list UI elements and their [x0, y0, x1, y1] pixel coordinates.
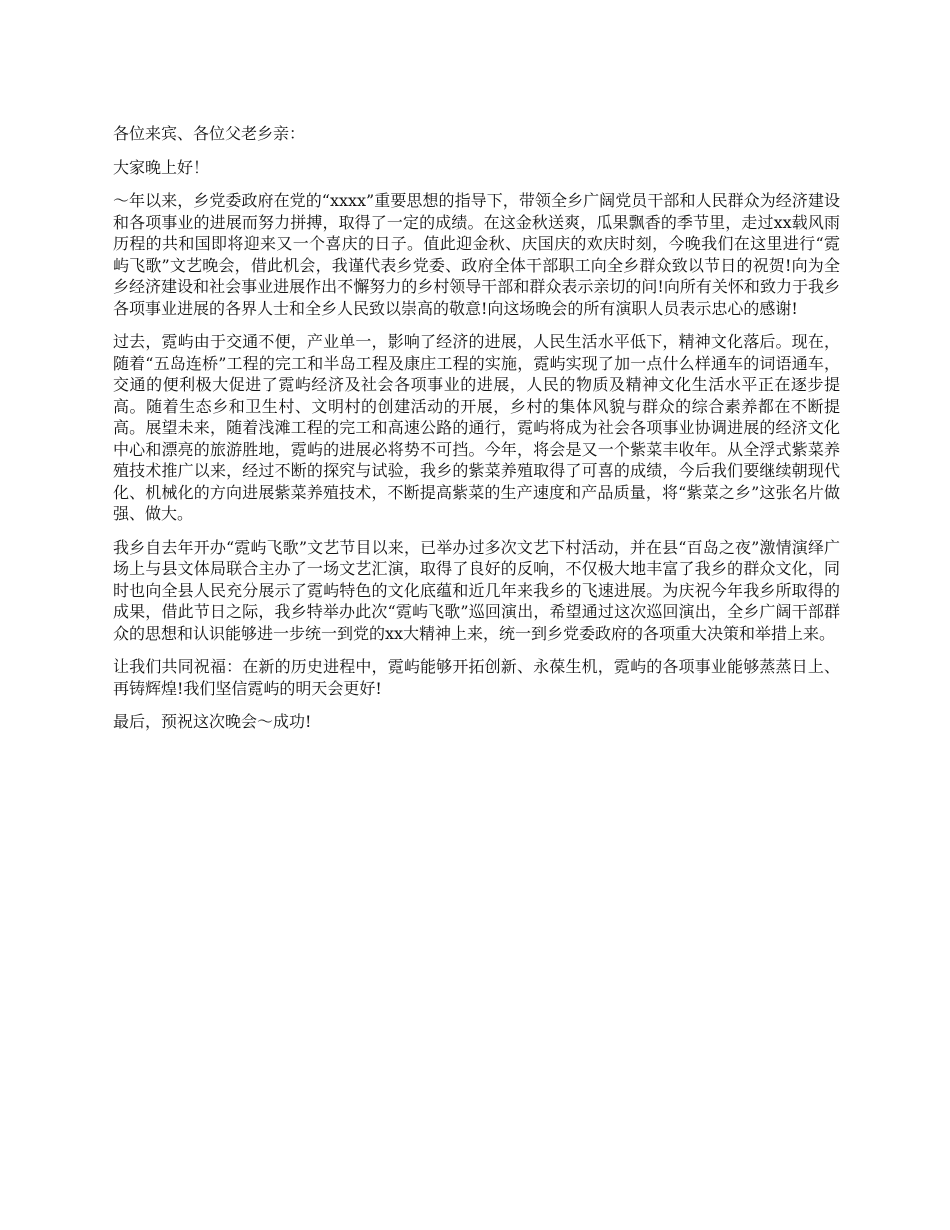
body-paragraph-3: 我乡自去年开办“霓屿飞歌”文艺节目以来，已举办过多次文艺下村活动，并在县“百岛之夜”激情演绎广场上与县文体局联合主办了一场文艺汇演，取得了良好的反响，不仅极大地丰富了我乡的群众文化，同时也向全县人民充分展示了霓屿特色的文化底蕴和近几年来我乡的飞速进展。为庆祝今年我乡所取得的成果，借此节日之际，我乡特举办此次“霓屿飞歌”巡回演出，希望通过这次巡回演出，全乡广阔干部群众的思想和认识能够进一步统一到党的xx大精神上来，统一到乡党委政府的各项重大决策和举措上来。 [113, 537, 840, 643]
closing-paragraph: 最后，预祝这次晚会～成功! [113, 712, 312, 731]
body-paragraph-2: 过去，霓屿由于交通不便，产业单一，影响了经济的进展，人民生活水平低下，精神文化落后。现在，随着“五岛连桥”工程的完工和半岛工程及康庄工程的实施，霓屿实现了加一点什么样通车的词语通车，交通的便利极大促进了霓屿经济及社会各项事业的进展，人民的物质及精神文化生活水平正在逐步提高。随着生态乡和卫生村、文明村的创建活动的开展，乡村的集体风貌与群众的综合素养都在不断提高。展望未来，随着浅滩工程的完工和高速公路的通行，霓屿将成为社会各项事业协调进展的经济文化中心和漂亮的旅游胜地，霓屿的进展必将势不可挡。今年，将会是又一个紫菜丰收年。从全浮式紫菜养殖技术推广以来，经过不断的探究与试验，我乡的紫菜养殖取得了可喜的成绩，今后我们要继续朝现代化、机械化的方向进展紫菜养殖技术，不断提高紫菜的生产速度和产品质量，将“紫菜之乡”这张名片做强、做大。 [113, 332, 840, 523]
greeting-paragraph: 大家晚上好！ [113, 157, 210, 177]
body-paragraph-1: ～年以来，乡党委政府在党的“xxxx”重要思想的指导下，带领全乡广阔党员干部和人民群众为经济建设和各项事业的进展而努力拼搏，取得了一定的成绩。在这金秋送爽，瓜果飘香的季节里，走过xx载风雨历程的共和国即将迎来又一个喜庆的日子。值此迎金秋、庆国庆的欢庆时刻，今晚我们在这里进行“霓屿飞歌”文艺晚会，借此机会，我谨代表乡党委、政府全体干部职工向全乡群众致以节日的祝贺!向为全乡经济建设和社会事业进展作出不懈努力的乡村领导干部和群众表示亲切的问!向所有关怀和致力于我乡各项事业进展的各界人士和全乡人民致以崇高的敬意!向这场晚会的所有演职人员表示忠心的感谢! [113, 191, 840, 318]
salutation-paragraph: 各位来宾、各位父老乡亲： [113, 124, 306, 143]
document-body [113, 123, 840, 745]
blessing-paragraph: 让我们共同祝福：在新的历史进程中，霓屿能够开拓创新、永葆生机，霓屿的各项事业能够蒸蒸日上、再铸辉煌!我们坚信霓屿的明天会更好! [113, 657, 840, 698]
